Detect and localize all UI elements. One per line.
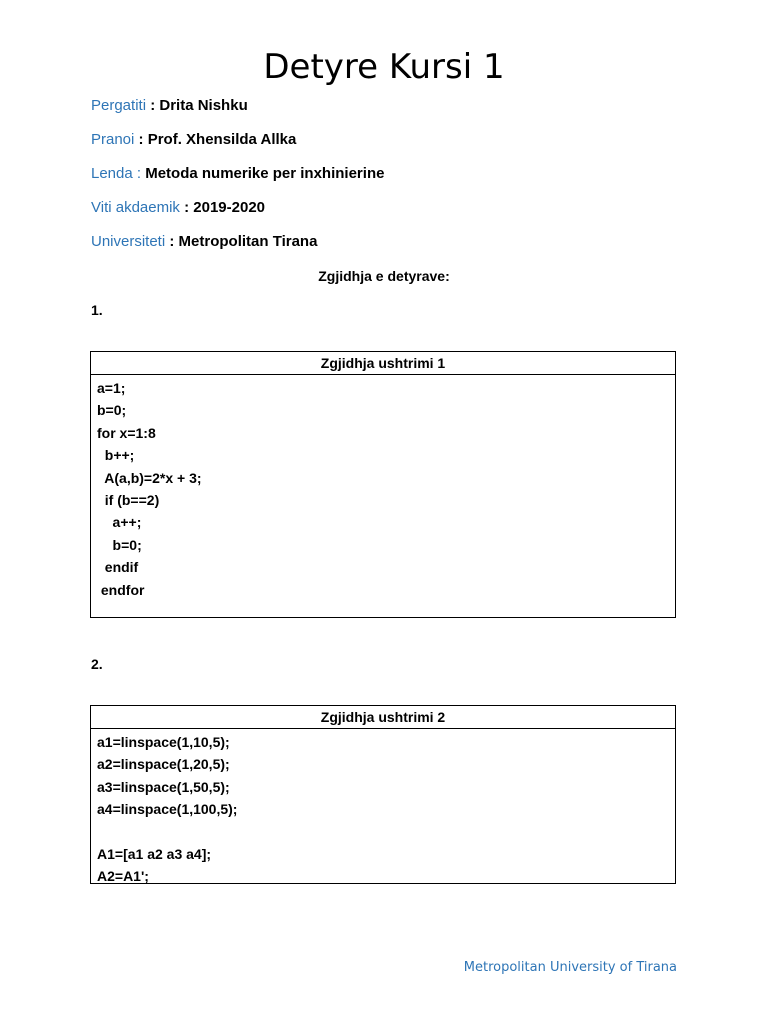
meta-key-university: Universiteti bbox=[91, 233, 166, 250]
code-line: a4=linspace(1,100,5); bbox=[97, 801, 238, 818]
code-line: a2=linspace(1,20,5); bbox=[97, 756, 230, 773]
exercise-number-1: 1. bbox=[91, 302, 103, 318]
code-line: endfor bbox=[97, 581, 145, 598]
meta-value-subject: Metoda numerike per inxhinierine bbox=[145, 165, 385, 182]
code-line: b=0; bbox=[97, 402, 127, 419]
meta-value-academic-year: 2019-2020 bbox=[193, 199, 266, 216]
solution-header-1: Zgjidhja ushtrimi 1 bbox=[91, 352, 675, 375]
code-block-1 bbox=[91, 375, 675, 603]
footer-university: Metropolitan University of Tirana bbox=[463, 960, 677, 975]
meta-key-academic-year: Viti akdaemik bbox=[91, 199, 180, 216]
code-line: endif bbox=[97, 559, 139, 576]
code-line: A(a,b)=2*x + 3; bbox=[97, 469, 202, 486]
code-line: A2=A1'; bbox=[97, 868, 149, 885]
code-line: b=0; bbox=[97, 536, 142, 553]
code-block-2 bbox=[91, 729, 675, 890]
meta-sep: : bbox=[146, 97, 160, 114]
code-line: a1=linspace(1,10,5); bbox=[97, 734, 230, 750]
exercise-number-2: 2. bbox=[91, 656, 103, 672]
meta-key-subject: Lenda : bbox=[91, 165, 142, 182]
solution-box-1 bbox=[90, 351, 676, 618]
meta-sep: : bbox=[134, 131, 148, 148]
solution-header-2: Zgjidhja ushtrimi 2 bbox=[91, 706, 675, 729]
meta-sep: : bbox=[179, 199, 194, 216]
meta-key-accepted-by: Pranoi bbox=[91, 131, 135, 148]
code-line: for x=1:8 bbox=[97, 424, 156, 441]
meta-prepared-by bbox=[91, 96, 248, 116]
meta-value-accepted-by: Prof. Xhensilda Allka bbox=[147, 131, 297, 148]
meta-academic-year bbox=[91, 198, 265, 218]
meta-sep: : bbox=[165, 233, 179, 250]
solution-box-2 bbox=[90, 705, 676, 884]
meta-value-prepared-by: Drita Nishku bbox=[159, 97, 248, 114]
meta-key-prepared-by: Pergatiti bbox=[91, 97, 147, 114]
code-line: a++; bbox=[97, 514, 142, 531]
code-line: A1=[a1 a2 a3 a4]; bbox=[97, 845, 212, 862]
code-line: b++; bbox=[97, 447, 135, 464]
document-title: Detyre Kursi 1 bbox=[263, 47, 505, 87]
code-line-blank bbox=[97, 821, 669, 843]
code-line: a=1; bbox=[97, 380, 126, 396]
meta-accepted-by bbox=[91, 130, 296, 150]
meta-value-university: Metropolitan Tirana bbox=[178, 233, 318, 250]
solutions-heading: Zgjidhja e detyrave: bbox=[318, 268, 450, 284]
meta-subject bbox=[91, 164, 384, 184]
code-line: a3=linspace(1,50,5); bbox=[97, 778, 230, 795]
meta-university bbox=[91, 232, 317, 252]
code-line: if (b==2) bbox=[97, 491, 160, 508]
